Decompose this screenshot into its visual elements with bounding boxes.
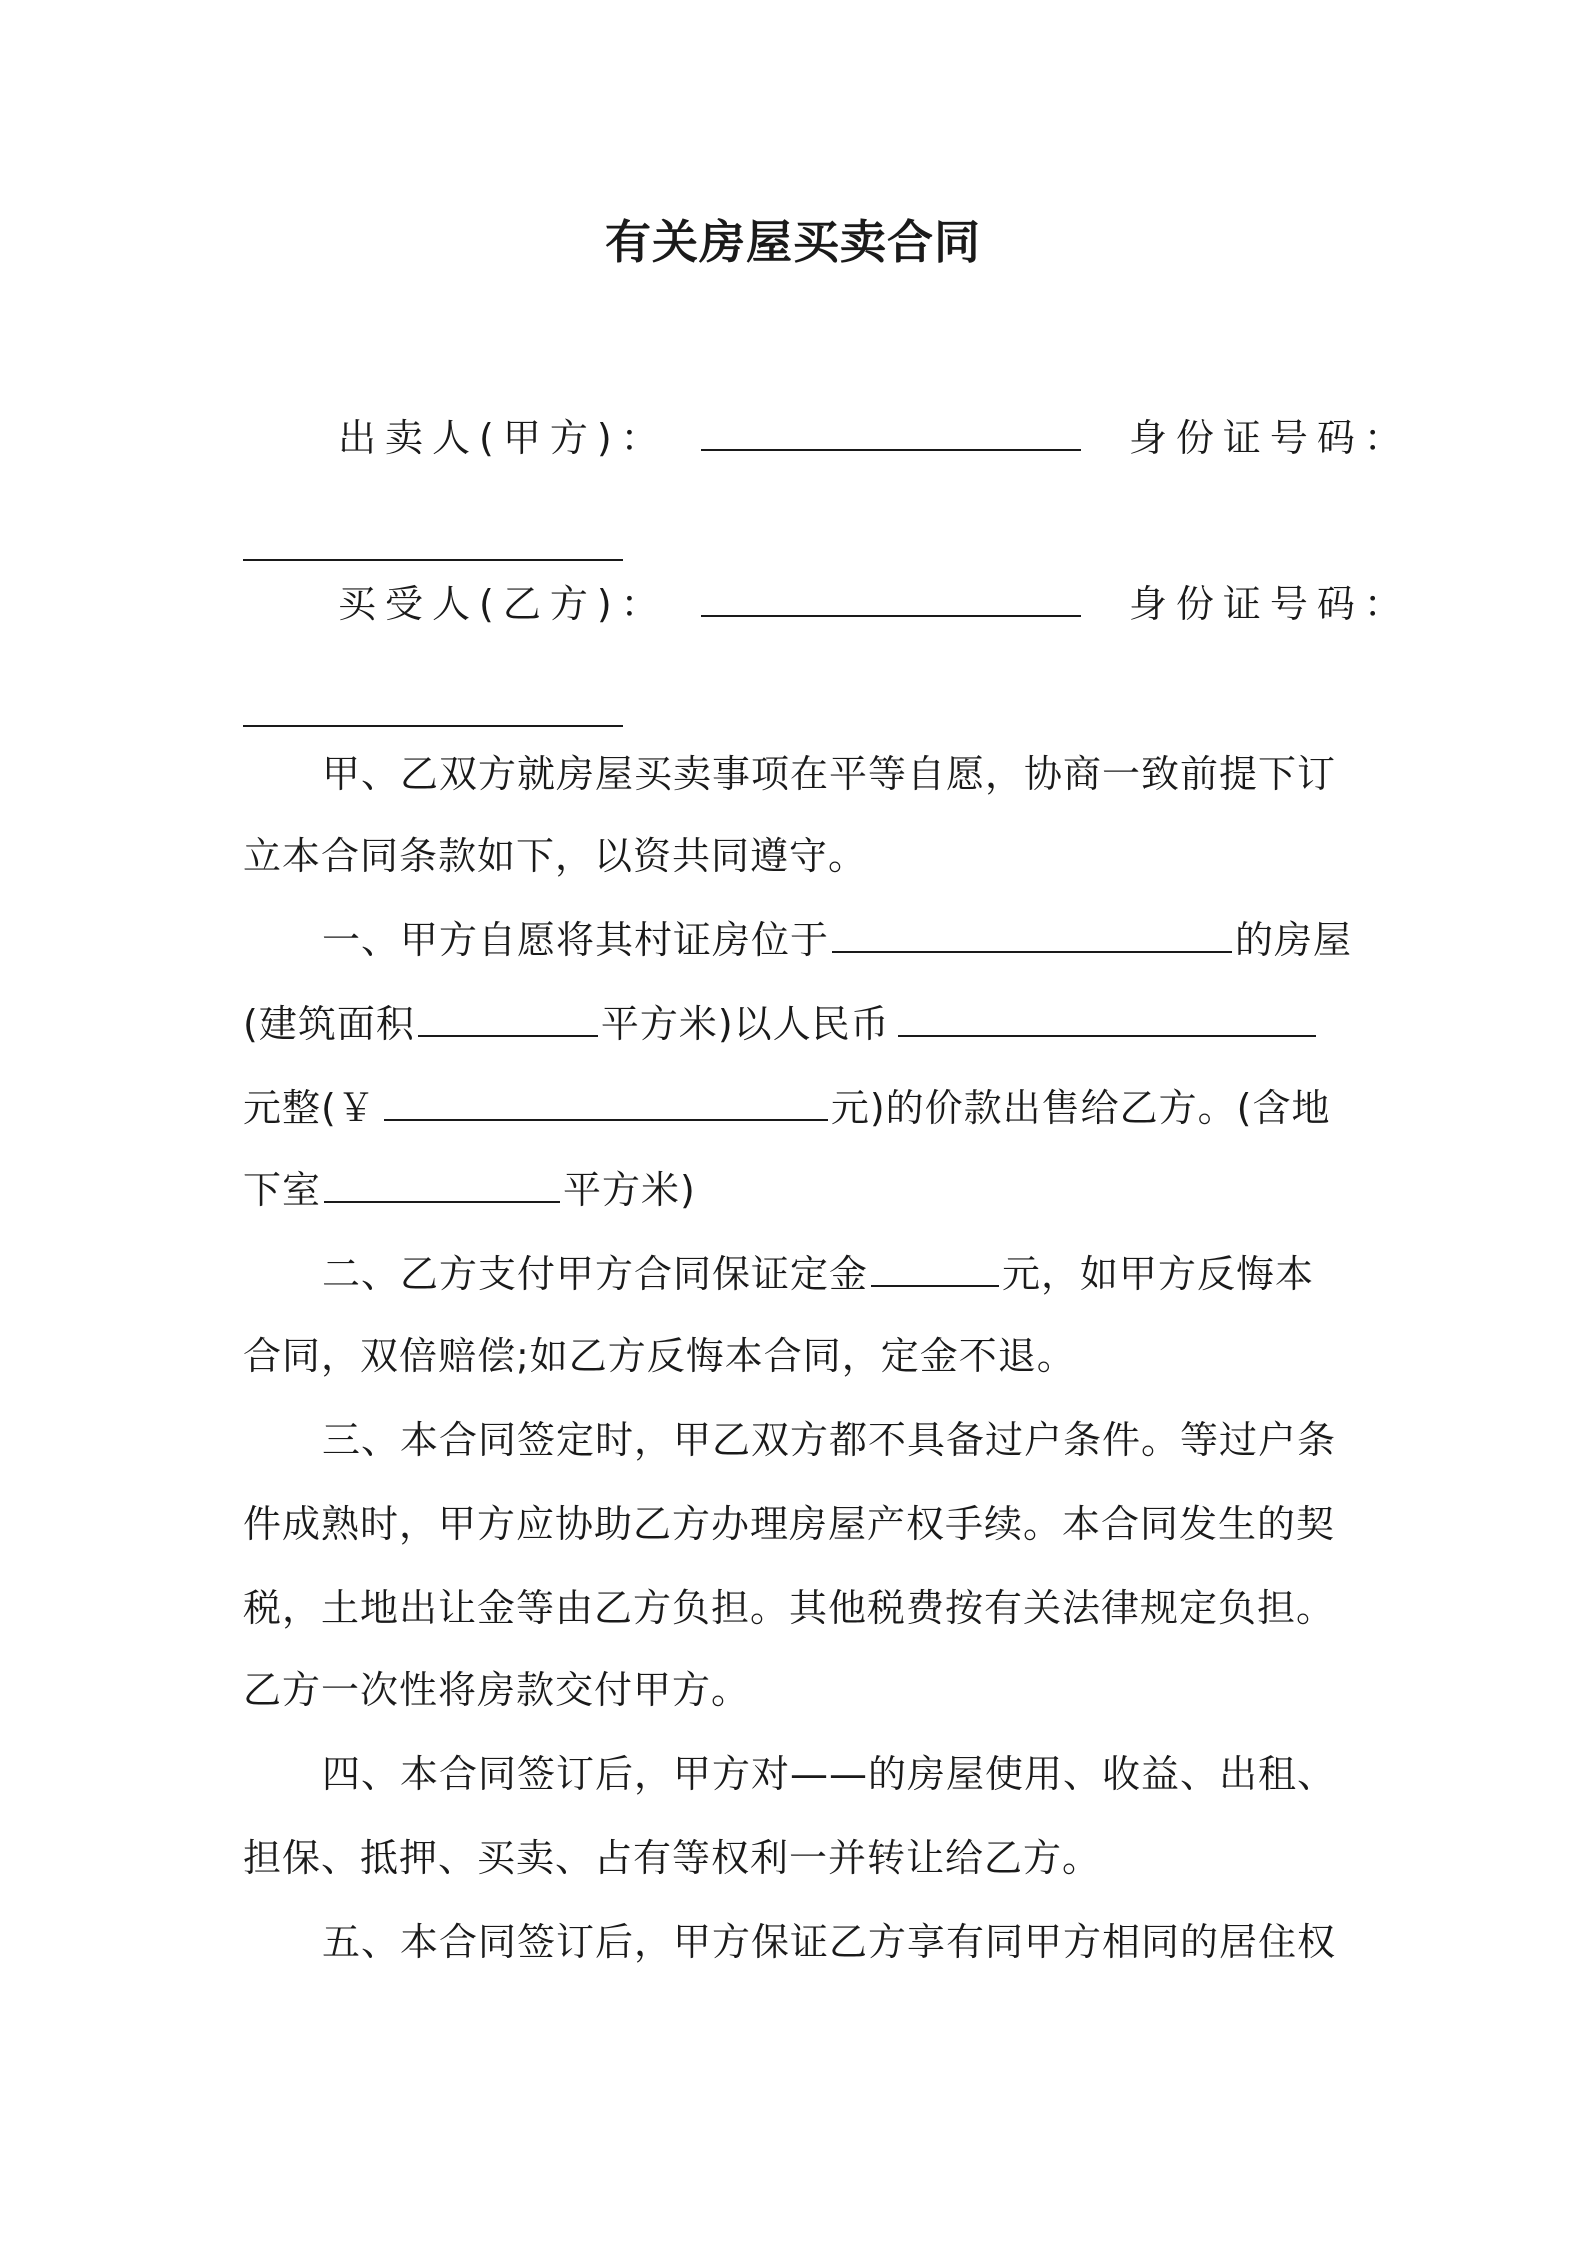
clause1-line-4	[243, 1164, 696, 1216]
clause3-line-2: 件成熟时，甲方应协助乙方办理房屋产权手续。本合同发生的契	[243, 1502, 1336, 1546]
clause1-area-blank	[418, 1003, 598, 1037]
clause1-line-2	[243, 998, 1319, 1050]
clause4-line-1: 四、本合同签订后，甲方对——的房屋使用、收益、出租、	[322, 1752, 1337, 1796]
intro-line-1: 甲、乙双方就房屋买卖事项在平等自愿，协商一致前提下订	[322, 752, 1337, 796]
clause4-line-2: 担保、抵押、买卖、占有等权利一并转让给乙方。	[243, 1836, 1102, 1880]
buyer-id-label: 身份证号码：	[1128, 582, 1411, 626]
clause1-line-1	[322, 914, 1352, 966]
clause3-line-4: 乙方一次性将房款交付甲方。	[243, 1668, 751, 1712]
buyer-id-blank	[243, 693, 623, 727]
clause2-deposit-text: 元，如甲方反悔本	[1002, 1252, 1315, 1296]
clause3-line-3: 税，土地出让金等由乙方负担。其他税费按有关法律规定负担。	[243, 1586, 1336, 1630]
buyer-name-blank	[701, 583, 1081, 617]
clause1-location-label: 一、甲方自愿将其村证房位于	[322, 918, 830, 962]
clause1-line-3	[243, 1082, 1330, 1134]
seller-id-label: 身份证号码：	[1128, 416, 1411, 460]
seller-id-blank	[243, 527, 623, 561]
clause1-area-label: (建筑面积	[243, 1002, 415, 1046]
seller-label: 出卖人(甲方)：	[338, 416, 668, 460]
clause1-basement-blank	[324, 1169, 560, 1203]
buyer-id-line	[243, 688, 623, 740]
document-title: 有关房屋买卖合同	[605, 215, 981, 269]
intro-line-2: 立本合同条款如下，以资共同遵守。	[243, 834, 868, 878]
clause1-location-blank	[832, 919, 1232, 953]
clause2-line-2: 合同，双倍赔偿;如乙方反悔本合同，定金不退。	[243, 1334, 1076, 1378]
buyer-line	[338, 578, 1411, 630]
clause2-deposit-blank	[871, 1253, 999, 1287]
clause5-line-1: 五、本合同签订后，甲方保证乙方享有同甲方相同的居住权	[322, 1920, 1337, 1964]
clause1-house-label: 的房屋	[1235, 918, 1353, 962]
clause1-price-label: 平方米)以人民币	[600, 1002, 890, 1046]
seller-id-line	[243, 522, 623, 574]
clause1-price-number-blank	[384, 1087, 828, 1121]
clause1-basement-unit: 平方米)	[563, 1168, 696, 1212]
clause1-yuan-label: 元整(￥	[243, 1086, 376, 1130]
buyer-label: 买受人(乙方)：	[338, 582, 668, 626]
clause2-line-1	[322, 1248, 1314, 1300]
clause1-sale-text: 元)的价款出售给乙方。(含地	[830, 1086, 1331, 1130]
clause2-deposit-label: 二、乙方支付甲方合同保证定金	[322, 1252, 869, 1296]
clause3-line-1: 三、本合同签定时，甲乙双方都不具备过户条件。等过户条	[322, 1418, 1337, 1462]
clause1-basement-label: 下室	[243, 1168, 322, 1212]
seller-name-blank	[701, 417, 1081, 451]
seller-line	[338, 412, 1411, 464]
clause1-price-words-blank	[898, 1003, 1316, 1037]
